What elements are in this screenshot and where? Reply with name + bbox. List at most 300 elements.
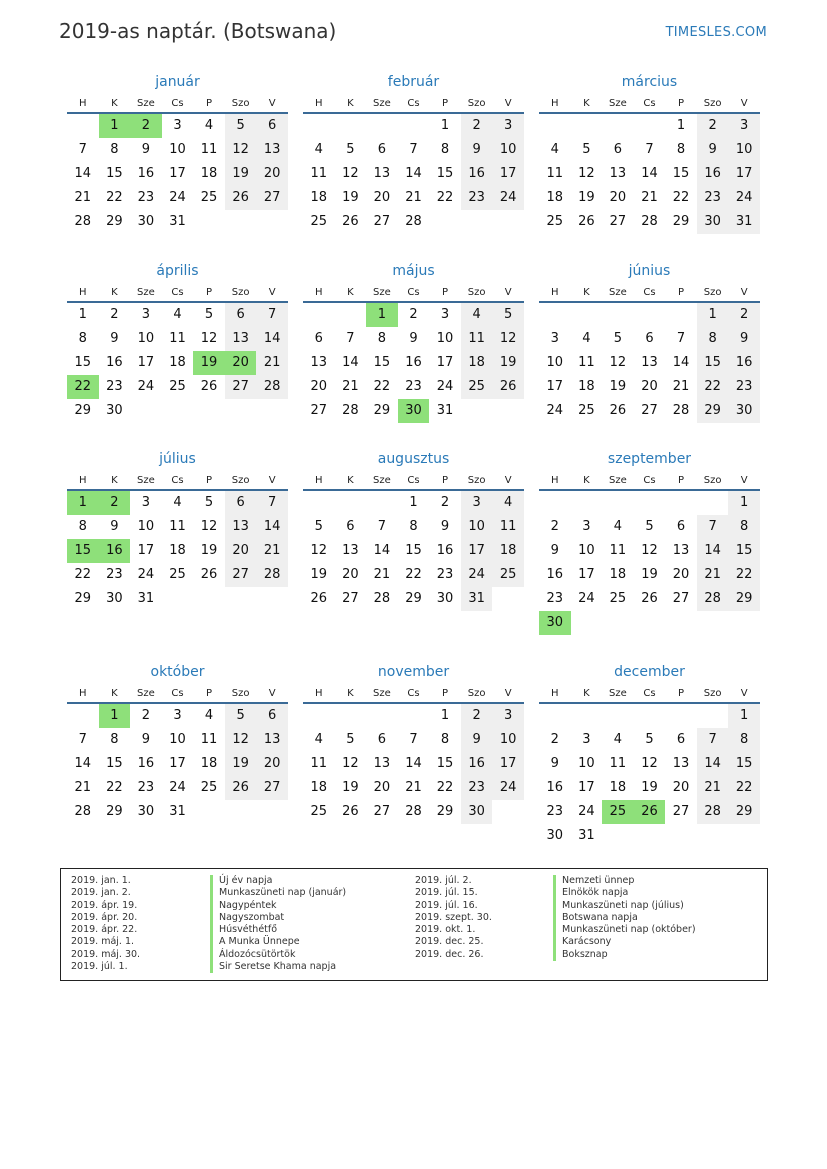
holiday-date: 2019. júl. 16. xyxy=(415,899,478,911)
holiday-day-cell: 22 xyxy=(67,375,99,399)
holiday-date: 2019. máj. 1. xyxy=(71,936,135,948)
day-cell: 31 xyxy=(436,403,454,418)
holiday-day-cell: 16 xyxy=(99,539,131,563)
day-cell: 16 xyxy=(405,355,422,370)
day-cell: 26 xyxy=(225,186,257,210)
day-cell: 20 xyxy=(609,190,627,205)
day-cell: 3 xyxy=(550,331,559,346)
empty-cell xyxy=(665,824,697,848)
day-cell: 26 xyxy=(200,567,218,582)
holiday-name: Sir Seretse Khama napja xyxy=(210,961,346,973)
day-cell: 8 xyxy=(697,327,729,351)
weekday-header: K xyxy=(111,475,118,486)
day-cell: 7 xyxy=(697,728,729,752)
day-cell: 18 xyxy=(200,166,218,181)
day-cell: 18 xyxy=(169,543,186,558)
week-row xyxy=(303,162,524,186)
day-cell: 19 xyxy=(342,780,359,795)
empty-cell xyxy=(602,491,634,515)
day-cell: 14 xyxy=(74,756,92,771)
day-cell: 12 xyxy=(225,138,257,162)
month-name[interactable]: május xyxy=(392,263,435,279)
day-cell: 15 xyxy=(697,351,729,375)
holiday-name: Nagyszombat xyxy=(210,912,346,924)
day-cell: 28 xyxy=(641,214,658,229)
day-cell: 9 xyxy=(110,519,119,534)
day-cell: 21 xyxy=(405,190,422,205)
week-row xyxy=(539,587,760,611)
day-cell: 11 xyxy=(310,756,328,771)
day-cell: 7 xyxy=(676,331,686,346)
day-cell: 29 xyxy=(106,804,123,819)
day-cell: 31 xyxy=(578,828,595,843)
day-cell: 11 xyxy=(609,543,627,558)
month-block xyxy=(303,261,524,423)
day-cell: 1 xyxy=(728,491,760,515)
empty-cell xyxy=(571,611,603,635)
month-name[interactable]: október xyxy=(150,664,205,680)
weekday-header-row xyxy=(539,92,760,114)
day-cell: 28 xyxy=(373,591,391,606)
month-name[interactable]: április xyxy=(156,263,199,279)
day-cell: 8 xyxy=(377,331,387,346)
empty-cell xyxy=(602,704,634,728)
day-cell: 4 xyxy=(613,519,623,534)
day-cell: 5 xyxy=(204,307,214,322)
week-row xyxy=(539,114,760,138)
day-cell: 27 xyxy=(672,804,690,819)
day-cell: 26 xyxy=(310,591,328,606)
weekday-header: P xyxy=(678,287,685,298)
holiday-name: A Munka Ünnepe xyxy=(210,936,346,948)
week-row xyxy=(303,351,524,375)
week-row xyxy=(539,491,760,515)
day-cell: 19 xyxy=(609,379,627,394)
day-cell: 25 xyxy=(310,214,328,229)
day-cell: 1 xyxy=(728,704,760,728)
day-cell: 16 xyxy=(546,780,564,795)
day-cell: 30 xyxy=(106,403,123,418)
empty-cell xyxy=(539,303,571,327)
week-row xyxy=(539,563,760,587)
empty-cell xyxy=(634,491,666,515)
day-cell: 11 xyxy=(169,331,186,346)
empty-cell xyxy=(539,491,571,515)
day-cell: 5 xyxy=(204,495,214,510)
week-row xyxy=(303,728,524,752)
day-cell: 5 xyxy=(492,303,524,327)
day-cell: 2 xyxy=(461,704,493,728)
day-cell: 11 xyxy=(169,519,186,534)
week-row xyxy=(67,800,288,824)
day-cell: 3 xyxy=(141,307,151,322)
empty-cell xyxy=(225,587,257,611)
empty-cell xyxy=(256,800,288,824)
month-block xyxy=(67,72,288,234)
day-cell: 14 xyxy=(256,515,288,539)
holiday-name: Botswana napja xyxy=(553,912,696,924)
week-row xyxy=(67,776,288,800)
empty-cell xyxy=(697,491,729,515)
day-cell: 20 xyxy=(225,539,257,563)
day-cell: 25 xyxy=(609,591,627,606)
day-cell: 27 xyxy=(609,214,627,229)
empty-cell xyxy=(256,587,288,611)
day-cell: 24 xyxy=(578,591,595,606)
day-cell: 18 xyxy=(609,780,627,795)
day-cell: 29 xyxy=(74,591,92,606)
empty-cell xyxy=(602,114,634,138)
day-cell: 13 xyxy=(310,355,328,370)
month-block xyxy=(67,662,288,824)
week-row xyxy=(303,515,524,539)
week-row xyxy=(539,138,760,162)
holiday-name: Új év napja xyxy=(210,875,346,887)
holiday-date: 2019. ápr. 20. xyxy=(71,911,138,923)
weekday-header: Sze xyxy=(373,475,391,486)
legend-dates-left xyxy=(71,875,140,973)
holiday-date: 2019. ápr. 19. xyxy=(71,899,138,911)
month-block xyxy=(303,662,524,824)
day-cell: 20 xyxy=(641,379,658,394)
month-name[interactable]: március xyxy=(621,74,678,90)
day-cell: 27 xyxy=(225,375,257,399)
weekday-header: V xyxy=(740,688,748,699)
day-cell: 4 xyxy=(461,303,493,327)
day-cell: 7 xyxy=(256,491,288,515)
day-cell: 17 xyxy=(137,355,155,370)
weekday-header: V xyxy=(740,287,748,298)
day-cell: 29 xyxy=(728,587,760,611)
month-name[interactable]: január xyxy=(155,74,200,90)
day-cell: 8 xyxy=(78,519,87,534)
week-row xyxy=(303,704,524,728)
weekday-header: Cs xyxy=(171,98,184,109)
day-cell: 16 xyxy=(137,166,155,181)
holiday-day-cell: 30 xyxy=(539,611,571,635)
week-row xyxy=(67,162,288,186)
day-cell: 22 xyxy=(436,190,454,205)
day-cell: 22 xyxy=(436,780,454,795)
holiday-name: Nagypéntek xyxy=(210,900,346,912)
day-cell: 15 xyxy=(728,539,760,563)
day-cell: 8 xyxy=(440,142,450,157)
month-name[interactable]: szeptember xyxy=(607,451,692,467)
week-row xyxy=(67,138,288,162)
week-row xyxy=(67,327,288,351)
day-cell: 13 xyxy=(672,543,690,558)
day-cell: 15 xyxy=(106,756,123,771)
day-cell: 24 xyxy=(461,563,493,587)
day-cell: 12 xyxy=(200,519,218,534)
holiday-date: 2019. júl. 2. xyxy=(415,875,472,886)
weekday-header: V xyxy=(504,475,512,486)
day-cell: 31 xyxy=(169,804,186,819)
day-cell: 10 xyxy=(578,543,595,558)
weekday-header: P xyxy=(442,287,449,298)
day-cell: 18 xyxy=(461,351,493,375)
week-row xyxy=(539,303,760,327)
day-cell: 3 xyxy=(728,114,760,138)
weekday-header: Cs xyxy=(643,475,656,486)
empty-cell xyxy=(697,824,729,848)
weekday-header: V xyxy=(740,98,748,109)
holiday-date: 2019. dec. 25. xyxy=(415,936,484,948)
day-cell: 9 xyxy=(409,331,418,346)
day-cell: 30 xyxy=(461,800,493,824)
weekday-header-row xyxy=(539,682,760,704)
day-cell: 10 xyxy=(137,519,155,534)
weekday-header: K xyxy=(347,287,354,298)
day-cell: 14 xyxy=(342,355,359,370)
weekday-header: Cs xyxy=(407,98,420,109)
day-cell: 21 xyxy=(342,379,359,394)
weekday-header: P xyxy=(442,98,449,109)
weekday-header: Szo xyxy=(703,287,722,298)
empty-cell xyxy=(67,704,99,728)
month-name[interactable]: december xyxy=(614,664,685,680)
empty-cell xyxy=(492,587,524,611)
weekday-header: Szo xyxy=(231,98,250,109)
weekday-header: Cs xyxy=(643,98,656,109)
site-link[interactable]: TIMESLES.COM xyxy=(665,25,767,40)
day-cell: 31 xyxy=(461,587,493,611)
weekday-header: H xyxy=(79,688,87,699)
legend-dates-right xyxy=(415,875,492,961)
month-name[interactable]: augusztus xyxy=(377,451,450,467)
holiday-date: 2019. júl. 15. xyxy=(415,887,478,899)
week-row xyxy=(67,752,288,776)
day-cell: 7 xyxy=(346,331,355,346)
day-cell: 22 xyxy=(405,567,422,582)
month-name[interactable]: február xyxy=(387,74,440,90)
month-block xyxy=(67,261,288,423)
day-cell: 22 xyxy=(728,776,760,800)
day-cell: 6 xyxy=(645,331,654,346)
day-cell: 21 xyxy=(697,563,729,587)
day-cell: 1 xyxy=(697,303,729,327)
weekday-header: Sze xyxy=(137,98,155,109)
day-cell: 16 xyxy=(728,351,760,375)
day-cell: 18 xyxy=(310,780,328,795)
day-cell: 29 xyxy=(728,800,760,824)
weekday-header: Sze xyxy=(609,98,627,109)
weekday-header: P xyxy=(206,98,213,109)
weekday-header: Szo xyxy=(703,98,722,109)
day-cell: 8 xyxy=(110,142,119,157)
day-cell: 28 xyxy=(672,403,690,418)
day-cell: 23 xyxy=(728,375,760,399)
weekday-header: V xyxy=(740,475,748,486)
day-cell: 21 xyxy=(256,351,288,375)
day-cell: 6 xyxy=(377,732,387,747)
weekday-header: P xyxy=(206,688,213,699)
holiday-name: Áldozócsütörtök xyxy=(210,949,346,961)
empty-cell xyxy=(602,824,634,848)
weekday-header: Sze xyxy=(609,475,627,486)
empty-cell xyxy=(162,587,194,611)
day-cell: 14 xyxy=(373,543,391,558)
weekday-header-row xyxy=(303,682,524,704)
weekday-header: H xyxy=(551,688,559,699)
day-cell: 26 xyxy=(342,214,359,229)
day-cell: 12 xyxy=(641,543,658,558)
day-cell: 17 xyxy=(492,752,524,776)
weekday-header: Szo xyxy=(231,475,250,486)
empty-cell xyxy=(492,399,524,423)
empty-cell xyxy=(225,399,257,423)
empty-cell xyxy=(697,704,729,728)
day-cell: 4 xyxy=(492,491,524,515)
empty-cell xyxy=(193,210,225,234)
holiday-day-cell: 1 xyxy=(366,303,398,327)
day-cell: 14 xyxy=(405,756,422,771)
day-cell: 3 xyxy=(492,114,524,138)
day-cell: 8 xyxy=(728,515,760,539)
day-cell: 6 xyxy=(377,142,387,157)
week-row xyxy=(303,114,524,138)
day-cell: 26 xyxy=(609,403,627,418)
day-cell: 23 xyxy=(405,379,422,394)
day-cell: 31 xyxy=(137,591,155,606)
week-row xyxy=(303,587,524,611)
empty-cell xyxy=(225,210,257,234)
empty-cell xyxy=(461,399,493,423)
day-cell: 11 xyxy=(578,355,595,370)
day-cell: 5 xyxy=(346,142,355,157)
weekday-header: Szo xyxy=(703,688,722,699)
day-cell: 5 xyxy=(225,114,257,138)
week-row xyxy=(539,327,760,351)
day-cell: 17 xyxy=(578,567,595,582)
day-cell: 2 xyxy=(550,519,559,534)
day-cell: 10 xyxy=(578,756,595,771)
empty-cell xyxy=(665,491,697,515)
empty-cell xyxy=(539,704,571,728)
holiday-name: Munkaszüneti nap (július) xyxy=(553,900,696,912)
day-cell: 28 xyxy=(697,800,729,824)
day-cell: 2 xyxy=(110,307,119,322)
day-cell: 19 xyxy=(492,351,524,375)
week-row xyxy=(67,587,288,611)
holiday-day-cell: 26 xyxy=(634,800,666,824)
day-cell: 9 xyxy=(728,327,760,351)
day-cell: 16 xyxy=(546,567,564,582)
weekday-header: H xyxy=(551,287,559,298)
month-name[interactable]: június xyxy=(628,263,671,279)
day-cell: 17 xyxy=(137,543,155,558)
week-row xyxy=(303,327,524,351)
day-cell: 13 xyxy=(256,138,288,162)
day-cell: 9 xyxy=(697,138,729,162)
day-cell: 23 xyxy=(697,186,729,210)
day-cell: 7 xyxy=(645,142,654,157)
day-cell: 25 xyxy=(169,379,186,394)
empty-cell xyxy=(602,303,634,327)
day-cell: 12 xyxy=(492,327,524,351)
weekday-header: Sze xyxy=(373,688,391,699)
day-cell: 6 xyxy=(225,303,257,327)
weekday-header: H xyxy=(315,287,323,298)
day-cell: 12 xyxy=(641,756,658,771)
day-cell: 30 xyxy=(137,804,155,819)
day-cell: 23 xyxy=(436,567,454,582)
day-cell: 7 xyxy=(256,303,288,327)
day-cell: 24 xyxy=(137,567,155,582)
day-cell: 7 xyxy=(409,142,418,157)
day-cell: 2 xyxy=(461,114,493,138)
day-cell: 13 xyxy=(256,728,288,752)
holiday-day-cell: 20 xyxy=(225,351,257,375)
week-row xyxy=(303,563,524,587)
week-row xyxy=(539,539,760,563)
weekday-header: Szo xyxy=(467,287,486,298)
month-name[interactable]: november xyxy=(377,664,450,680)
weekday-header: Szo xyxy=(467,475,486,486)
day-cell: 20 xyxy=(256,752,288,776)
empty-cell xyxy=(634,114,666,138)
day-cell: 15 xyxy=(405,543,422,558)
empty-cell xyxy=(728,824,760,848)
day-cell: 19 xyxy=(310,567,328,582)
empty-cell xyxy=(335,491,367,515)
day-cell: 25 xyxy=(200,190,218,205)
day-cell: 2 xyxy=(697,114,729,138)
day-cell: 22 xyxy=(106,780,123,795)
day-cell: 15 xyxy=(728,752,760,776)
day-cell: 3 xyxy=(173,708,182,723)
day-cell: 19 xyxy=(578,190,595,205)
day-cell: 13 xyxy=(225,515,257,539)
day-cell: 25 xyxy=(169,567,186,582)
weekday-header: H xyxy=(551,475,559,486)
day-cell: 14 xyxy=(74,166,92,181)
day-cell: 10 xyxy=(492,138,524,162)
month-name[interactable]: július xyxy=(159,451,196,467)
holiday-date: 2019. júl. 1. xyxy=(71,961,128,973)
day-cell: 27 xyxy=(641,403,658,418)
day-cell: 28 xyxy=(405,804,422,819)
empty-cell xyxy=(492,210,524,234)
day-cell: 6 xyxy=(613,142,623,157)
empty-cell xyxy=(602,611,634,635)
weekday-header: Cs xyxy=(407,287,420,298)
weekday-header: H xyxy=(315,688,323,699)
day-cell: 23 xyxy=(106,379,123,394)
empty-cell xyxy=(398,704,430,728)
day-cell: 21 xyxy=(74,190,92,205)
day-cell: 15 xyxy=(74,355,92,370)
day-cell: 30 xyxy=(728,399,760,423)
day-cell: 23 xyxy=(461,776,493,800)
week-row xyxy=(67,186,288,210)
day-cell: 25 xyxy=(546,214,564,229)
holiday-day-cell: 15 xyxy=(67,539,99,563)
day-cell: 19 xyxy=(225,752,257,776)
empty-cell xyxy=(571,704,603,728)
day-cell: 23 xyxy=(137,780,155,795)
day-cell: 24 xyxy=(137,379,155,394)
day-cell: 14 xyxy=(256,327,288,351)
weekday-header: P xyxy=(442,475,449,486)
weekday-header: Sze xyxy=(137,688,155,699)
week-row xyxy=(67,491,288,515)
weekday-header: Sze xyxy=(373,287,391,298)
weekday-header: H xyxy=(551,98,559,109)
holiday-day-cell: 2 xyxy=(130,114,162,138)
day-cell: 3 xyxy=(582,732,591,747)
week-row xyxy=(539,375,760,399)
